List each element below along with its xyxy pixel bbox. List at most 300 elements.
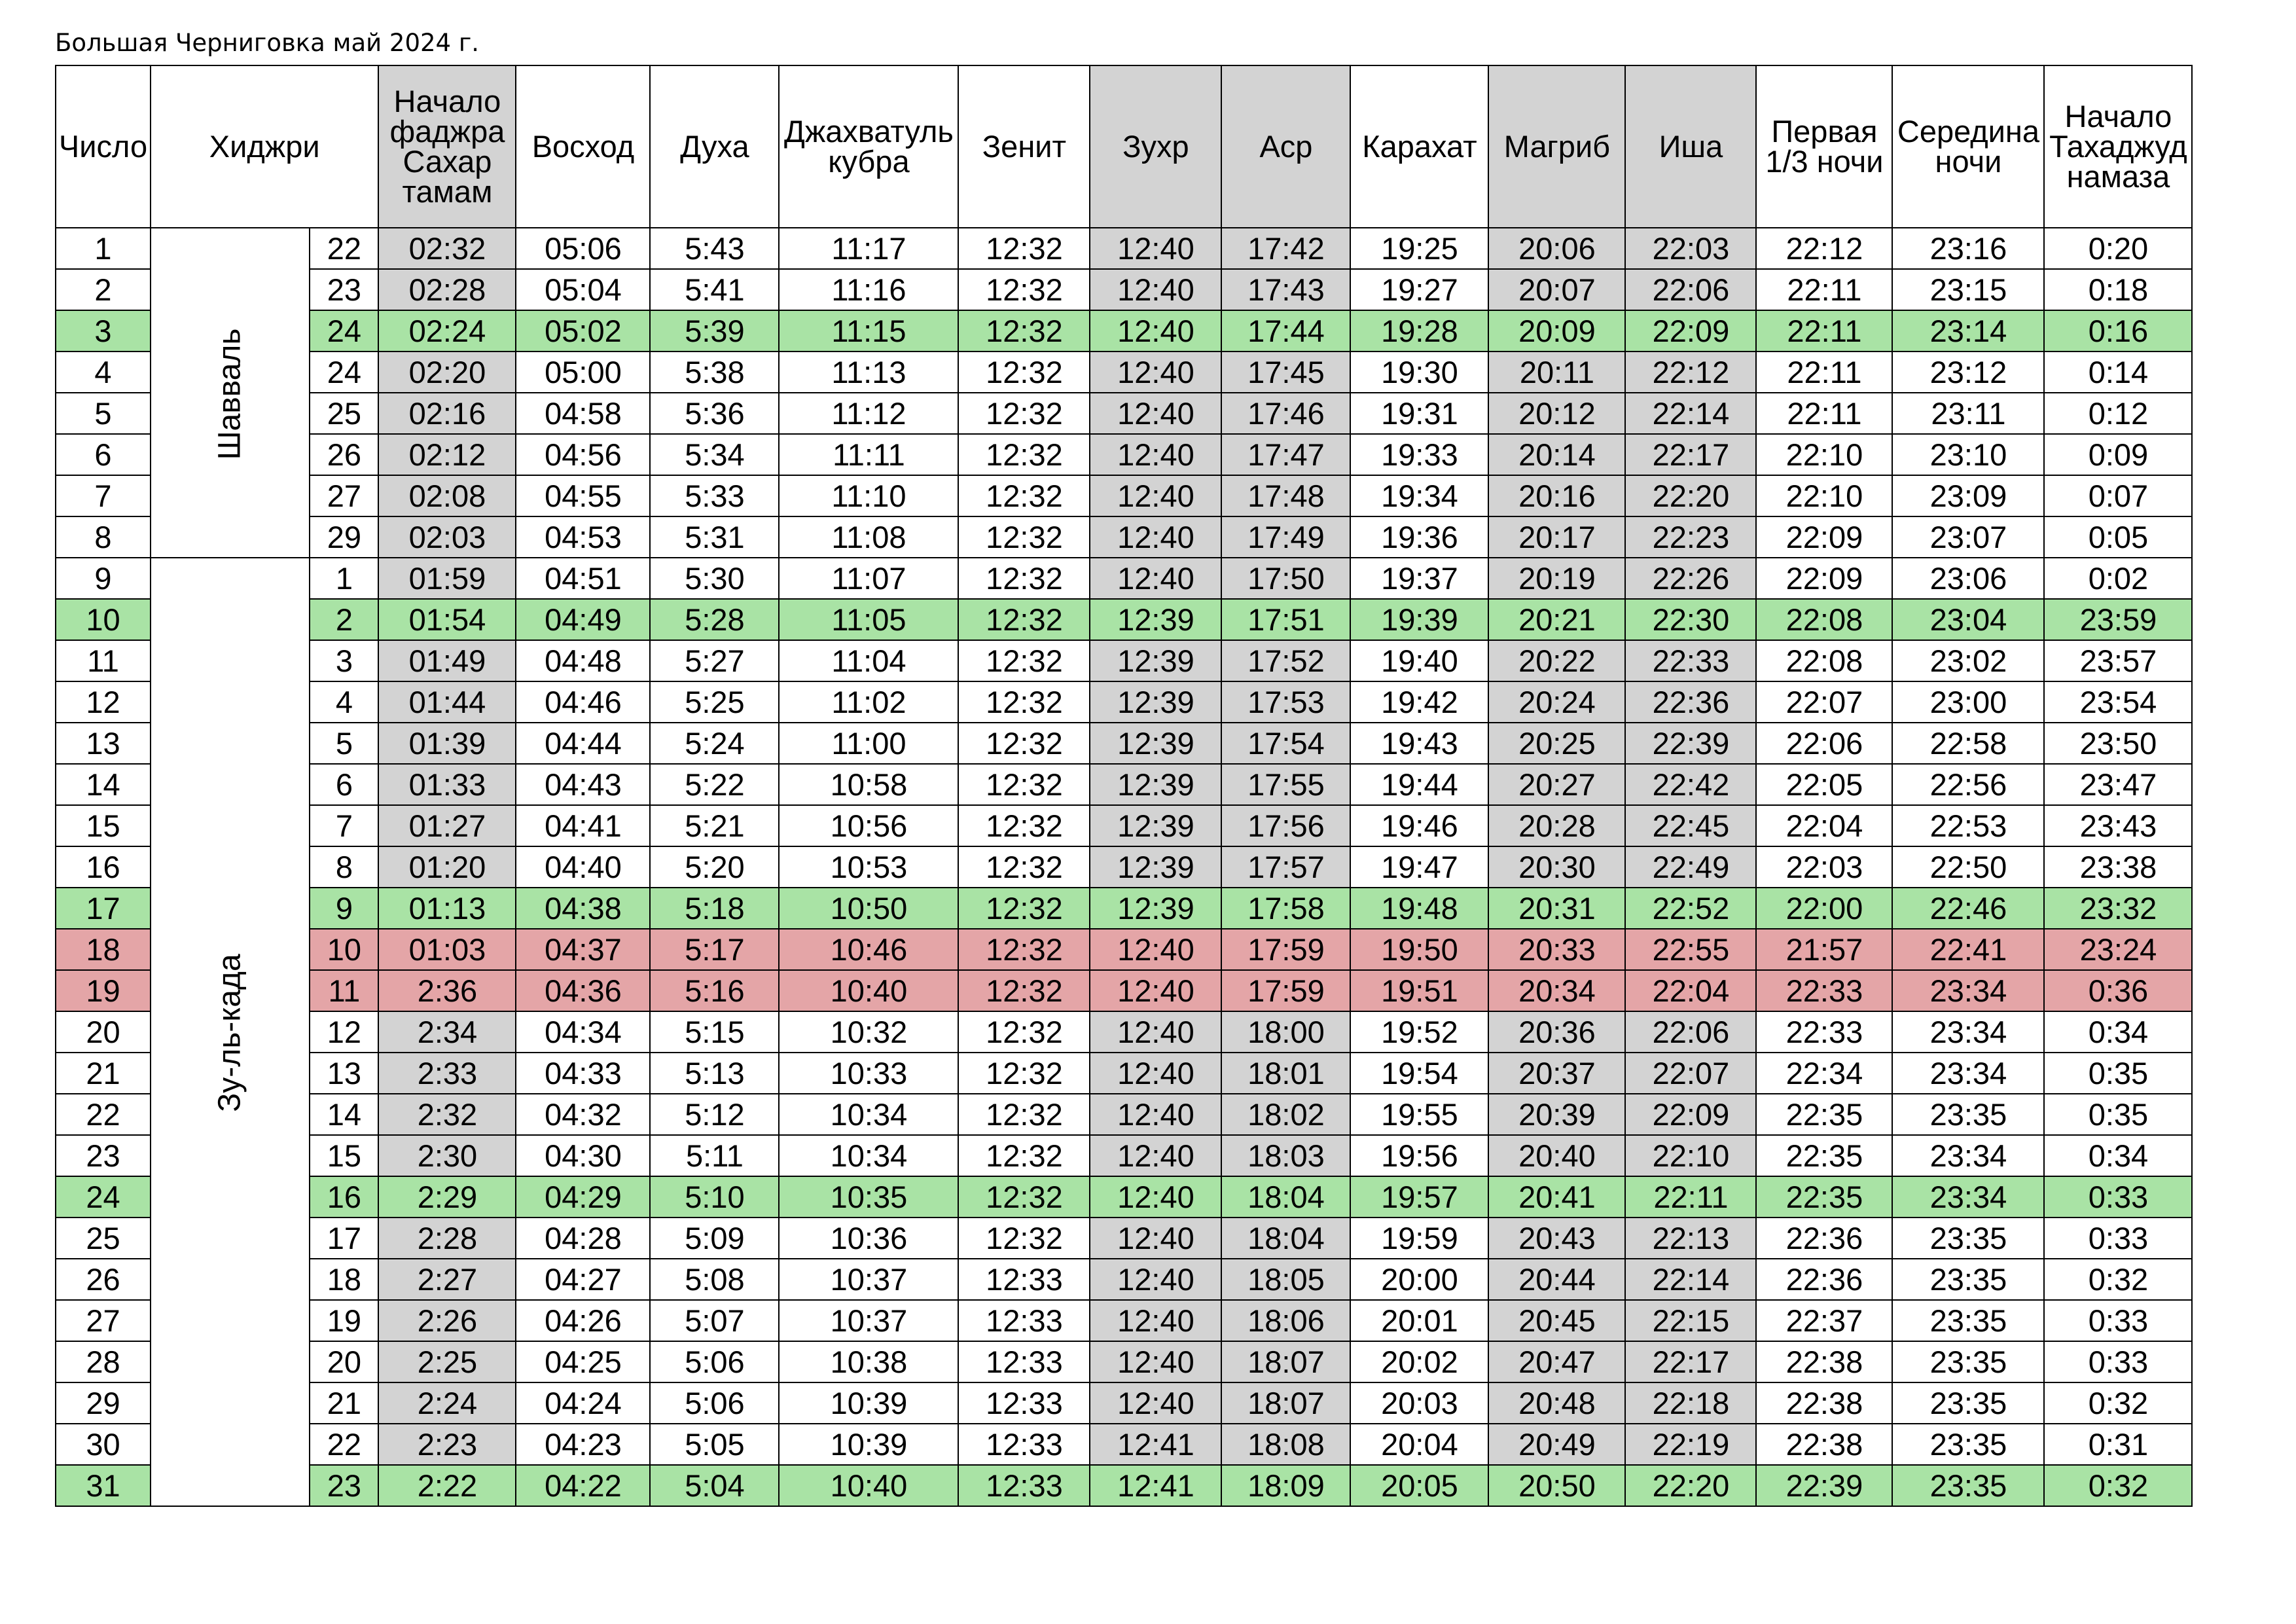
first-third-cell: 21:57	[1756, 929, 1892, 970]
zenith-cell: 12:32	[958, 1135, 1090, 1176]
sunrise-cell: 04:30	[516, 1135, 650, 1176]
duha-cell: 5:07	[650, 1300, 779, 1341]
maghrib-cell: 20:39	[1488, 1094, 1625, 1135]
midnight-cell: 23:34	[1892, 1176, 2044, 1218]
tahajjud-cell: 0:12	[2044, 393, 2192, 434]
page-title: Большая Черниговка май 2024 г.	[55, 29, 480, 57]
duha-cell: 5:04	[650, 1465, 779, 1506]
dhahwa-kubra-cell: 11:13	[779, 352, 958, 393]
sunrise-cell: 04:25	[516, 1341, 650, 1382]
hijri-cell: 22	[310, 1424, 378, 1465]
sunrise-cell: 04:51	[516, 558, 650, 599]
maghrib-cell: 20:19	[1488, 558, 1625, 599]
duha-cell: 5:38	[650, 352, 779, 393]
fajr-start-cell: 02:12	[378, 434, 516, 475]
first-third-cell: 22:35	[1756, 1135, 1892, 1176]
zuhr-cell: 12:40	[1090, 970, 1221, 1011]
isha-cell: 22:10	[1625, 1135, 1756, 1176]
sunrise-cell: 04:49	[516, 599, 650, 640]
sunrise-cell: 04:44	[516, 723, 650, 764]
sunrise-cell: 04:38	[516, 888, 650, 929]
first-third-cell: 22:10	[1756, 475, 1892, 516]
day-cell: 14	[56, 764, 151, 805]
hijri-cell: 7	[310, 805, 378, 846]
sunrise-cell: 04:29	[516, 1176, 650, 1218]
maghrib-cell: 20:17	[1488, 516, 1625, 558]
duha-cell: 5:36	[650, 393, 779, 434]
table-row	[56, 475, 2192, 516]
table-row	[56, 970, 2192, 1011]
first-third-cell: 22:09	[1756, 516, 1892, 558]
hijri-cell: 24	[310, 352, 378, 393]
midnight-cell: 23:10	[1892, 434, 2044, 475]
zuhr-cell: 12:39	[1090, 888, 1221, 929]
hijri-cell: 26	[310, 434, 378, 475]
duha-cell: 5:41	[650, 269, 779, 310]
zuhr-cell: 12:40	[1090, 1094, 1221, 1135]
tahajjud-cell: 23:59	[2044, 599, 2192, 640]
table-row	[56, 929, 2192, 970]
zenith-cell: 12:32	[958, 764, 1090, 805]
zuhr-cell: 12:40	[1090, 558, 1221, 599]
asr-cell: 17:49	[1221, 516, 1350, 558]
header-day: Число	[56, 65, 151, 228]
first-third-cell: 22:38	[1756, 1424, 1892, 1465]
header-sunrise: Восход	[516, 65, 650, 228]
asr-cell: 17:47	[1221, 434, 1350, 475]
tahajjud-cell: 0:32	[2044, 1465, 2192, 1506]
day-cell: 24	[56, 1176, 151, 1218]
duha-cell: 5:09	[650, 1218, 779, 1259]
zuhr-cell: 12:40	[1090, 929, 1221, 970]
zuhr-cell: 12:40	[1090, 1341, 1221, 1382]
maghrib-cell: 20:14	[1488, 434, 1625, 475]
karahat-cell: 19:33	[1350, 434, 1488, 475]
first-third-cell: 22:10	[1756, 434, 1892, 475]
tahajjud-cell: 23:43	[2044, 805, 2192, 846]
isha-cell: 22:19	[1625, 1424, 1756, 1465]
asr-cell: 17:54	[1221, 723, 1350, 764]
maghrib-cell: 20:50	[1488, 1465, 1625, 1506]
hijri-cell: 21	[310, 1382, 378, 1424]
sunrise-cell: 04:43	[516, 764, 650, 805]
zuhr-cell: 12:40	[1090, 310, 1221, 352]
asr-cell: 18:09	[1221, 1465, 1350, 1506]
duha-cell: 5:33	[650, 475, 779, 516]
hijri-cell: 25	[310, 393, 378, 434]
isha-cell: 22:07	[1625, 1053, 1756, 1094]
sunrise-cell: 04:24	[516, 1382, 650, 1424]
asr-cell: 17:58	[1221, 888, 1350, 929]
table-row	[56, 1053, 2192, 1094]
isha-cell: 22:06	[1625, 269, 1756, 310]
maghrib-cell: 20:44	[1488, 1259, 1625, 1300]
midnight-cell: 23:35	[1892, 1218, 2044, 1259]
karahat-cell: 19:54	[1350, 1053, 1488, 1094]
first-third-cell: 22:37	[1756, 1300, 1892, 1341]
zuhr-cell: 12:40	[1090, 1011, 1221, 1053]
karahat-cell: 19:39	[1350, 599, 1488, 640]
table-row	[56, 352, 2192, 393]
zuhr-cell: 12:39	[1090, 723, 1221, 764]
fajr-start-cell: 02:16	[378, 393, 516, 434]
day-cell: 4	[56, 352, 151, 393]
midnight-cell: 23:34	[1892, 970, 2044, 1011]
hijri-cell: 11	[310, 970, 378, 1011]
table-row	[56, 1424, 2192, 1465]
day-cell: 5	[56, 393, 151, 434]
hijri-cell: 4	[310, 681, 378, 723]
maghrib-cell: 20:11	[1488, 352, 1625, 393]
zuhr-cell: 12:40	[1090, 1218, 1221, 1259]
maghrib-cell: 20:37	[1488, 1053, 1625, 1094]
karahat-cell: 19:37	[1350, 558, 1488, 599]
karahat-cell: 19:30	[1350, 352, 1488, 393]
day-cell: 29	[56, 1382, 151, 1424]
table-row	[56, 393, 2192, 434]
karahat-cell: 19:48	[1350, 888, 1488, 929]
maghrib-cell: 20:22	[1488, 640, 1625, 681]
zenith-cell: 12:33	[958, 1382, 1090, 1424]
first-third-cell: 22:04	[1756, 805, 1892, 846]
fajr-start-cell: 2:32	[378, 1094, 516, 1135]
karahat-cell: 19:56	[1350, 1135, 1488, 1176]
dhahwa-kubra-cell: 11:12	[779, 393, 958, 434]
header-zenith: Зенит	[958, 65, 1090, 228]
isha-cell: 22:55	[1625, 929, 1756, 970]
header-row	[56, 65, 2192, 228]
zuhr-cell: 12:40	[1090, 1176, 1221, 1218]
maghrib-cell: 20:07	[1488, 269, 1625, 310]
zenith-cell: 12:33	[958, 1259, 1090, 1300]
karahat-cell: 19:25	[1350, 228, 1488, 269]
midnight-cell: 23:12	[1892, 352, 2044, 393]
zuhr-cell: 12:39	[1090, 640, 1221, 681]
table-row	[56, 1341, 2192, 1382]
midnight-cell: 22:46	[1892, 888, 2044, 929]
dhahwa-kubra-cell: 10:37	[779, 1259, 958, 1300]
tahajjud-cell: 0:16	[2044, 310, 2192, 352]
isha-cell: 22:49	[1625, 846, 1756, 888]
duha-cell: 5:06	[650, 1382, 779, 1424]
zenith-cell: 12:33	[958, 1300, 1090, 1341]
midnight-cell: 23:00	[1892, 681, 2044, 723]
dhahwa-kubra-cell: 10:35	[779, 1176, 958, 1218]
karahat-cell: 20:04	[1350, 1424, 1488, 1465]
midnight-cell: 23:35	[1892, 1300, 2044, 1341]
dhahwa-kubra-cell: 10:50	[779, 888, 958, 929]
table-row	[56, 516, 2192, 558]
day-cell: 17	[56, 888, 151, 929]
zuhr-cell: 12:41	[1090, 1465, 1221, 1506]
table-body	[56, 228, 2192, 1506]
table-row	[56, 1094, 2192, 1135]
first-third-cell: 22:00	[1756, 888, 1892, 929]
day-cell: 7	[56, 475, 151, 516]
zenith-cell: 12:33	[958, 1341, 1090, 1382]
duha-cell: 5:13	[650, 1053, 779, 1094]
tahajjud-cell: 0:33	[2044, 1300, 2192, 1341]
zenith-cell: 12:33	[958, 1424, 1090, 1465]
zuhr-cell: 12:41	[1090, 1424, 1221, 1465]
zenith-cell: 12:32	[958, 475, 1090, 516]
first-third-cell: 22:06	[1756, 723, 1892, 764]
first-third-cell: 22:39	[1756, 1465, 1892, 1506]
midnight-cell: 23:04	[1892, 599, 2044, 640]
zenith-cell: 12:32	[958, 681, 1090, 723]
karahat-cell: 20:05	[1350, 1465, 1488, 1506]
first-third-cell: 22:34	[1756, 1053, 1892, 1094]
asr-cell: 17:46	[1221, 393, 1350, 434]
zuhr-cell: 12:40	[1090, 269, 1221, 310]
isha-cell: 22:18	[1625, 1382, 1756, 1424]
isha-cell: 22:17	[1625, 1341, 1756, 1382]
isha-cell: 22:06	[1625, 1011, 1756, 1053]
day-cell: 8	[56, 516, 151, 558]
asr-cell: 18:05	[1221, 1259, 1350, 1300]
table-row	[56, 764, 2192, 805]
isha-cell: 22:11	[1625, 1176, 1756, 1218]
fajr-start-cell: 2:30	[378, 1135, 516, 1176]
isha-cell: 22:09	[1625, 1094, 1756, 1135]
karahat-cell: 19:31	[1350, 393, 1488, 434]
zuhr-cell: 12:40	[1090, 1053, 1221, 1094]
first-third-cell: 22:11	[1756, 269, 1892, 310]
maghrib-cell: 20:12	[1488, 393, 1625, 434]
fajr-start-cell: 01:33	[378, 764, 516, 805]
fajr-start-cell: 2:29	[378, 1176, 516, 1218]
isha-cell: 22:45	[1625, 805, 1756, 846]
tahajjud-cell: 0:05	[2044, 516, 2192, 558]
karahat-cell: 20:02	[1350, 1341, 1488, 1382]
sunrise-cell: 05:02	[516, 310, 650, 352]
table-row	[56, 1259, 2192, 1300]
karahat-cell: 19:36	[1350, 516, 1488, 558]
fajr-start-cell: 01:20	[378, 846, 516, 888]
header-first-third: Первая 1/3 ночи	[1756, 65, 1892, 228]
first-third-cell: 22:11	[1756, 352, 1892, 393]
maghrib-cell: 20:36	[1488, 1011, 1625, 1053]
day-cell: 9	[56, 558, 151, 599]
tahajjud-cell: 0:31	[2044, 1424, 2192, 1465]
karahat-cell: 19:47	[1350, 846, 1488, 888]
duha-cell: 5:18	[650, 888, 779, 929]
zenith-cell: 12:32	[958, 640, 1090, 681]
table-row	[56, 1135, 2192, 1176]
maghrib-cell: 20:27	[1488, 764, 1625, 805]
sunrise-cell: 04:32	[516, 1094, 650, 1135]
table-row	[56, 1300, 2192, 1341]
asr-cell: 18:04	[1221, 1218, 1350, 1259]
tahajjud-cell: 0:09	[2044, 434, 2192, 475]
maghrib-cell: 20:21	[1488, 599, 1625, 640]
sunrise-cell: 04:55	[516, 475, 650, 516]
sunrise-cell: 04:53	[516, 516, 650, 558]
first-third-cell: 22:08	[1756, 599, 1892, 640]
zenith-cell: 12:32	[958, 723, 1090, 764]
dhahwa-kubra-cell: 11:02	[779, 681, 958, 723]
maghrib-cell: 20:31	[1488, 888, 1625, 929]
tahajjud-cell: 0:36	[2044, 970, 2192, 1011]
asr-cell: 17:44	[1221, 310, 1350, 352]
tahajjud-cell: 0:20	[2044, 228, 2192, 269]
fajr-start-cell: 2:28	[378, 1218, 516, 1259]
duha-cell: 5:39	[650, 310, 779, 352]
zenith-cell: 12:32	[958, 929, 1090, 970]
midnight-cell: 23:35	[1892, 1094, 2044, 1135]
hijri-cell: 17	[310, 1218, 378, 1259]
tahajjud-cell: 0:33	[2044, 1218, 2192, 1259]
fajr-start-cell: 01:54	[378, 599, 516, 640]
sunrise-cell: 04:33	[516, 1053, 650, 1094]
asr-cell: 17:50	[1221, 558, 1350, 599]
dhahwa-kubra-cell: 10:46	[779, 929, 958, 970]
first-third-cell: 22:35	[1756, 1176, 1892, 1218]
day-cell: 10	[56, 599, 151, 640]
fajr-start-cell: 2:33	[378, 1053, 516, 1094]
header-fajr-start: Начало фаджра Сахар тамам	[378, 65, 516, 228]
tahajjud-cell: 23:24	[2044, 929, 2192, 970]
table-row	[56, 228, 2192, 269]
duha-cell: 5:24	[650, 723, 779, 764]
zuhr-cell: 12:40	[1090, 1259, 1221, 1300]
isha-cell: 22:42	[1625, 764, 1756, 805]
fajr-start-cell: 2:22	[378, 1465, 516, 1506]
asr-cell: 18:00	[1221, 1011, 1350, 1053]
tahajjud-cell: 23:54	[2044, 681, 2192, 723]
first-third-cell: 22:38	[1756, 1382, 1892, 1424]
isha-cell: 22:52	[1625, 888, 1756, 929]
header-zuhr: Зухр	[1090, 65, 1221, 228]
dhahwa-kubra-cell: 10:56	[779, 805, 958, 846]
dhahwa-kubra-cell: 10:34	[779, 1135, 958, 1176]
table-row	[56, 269, 2192, 310]
sunrise-cell: 04:37	[516, 929, 650, 970]
dhahwa-kubra-cell: 11:17	[779, 228, 958, 269]
hijri-cell: 9	[310, 888, 378, 929]
fajr-start-cell: 2:23	[378, 1424, 516, 1465]
header-maghrib: Магриб	[1488, 65, 1625, 228]
karahat-cell: 19:34	[1350, 475, 1488, 516]
dhahwa-kubra-cell: 10:39	[779, 1382, 958, 1424]
zuhr-cell: 12:40	[1090, 434, 1221, 475]
table-row	[56, 1465, 2192, 1506]
sunrise-cell: 05:04	[516, 269, 650, 310]
midnight-cell: 23:35	[1892, 1382, 2044, 1424]
sunrise-cell: 04:34	[516, 1011, 650, 1053]
zuhr-cell: 12:39	[1090, 764, 1221, 805]
isha-cell: 22:15	[1625, 1300, 1756, 1341]
table-row	[56, 1382, 2192, 1424]
dhahwa-kubra-cell: 11:00	[779, 723, 958, 764]
midnight-cell: 23:35	[1892, 1341, 2044, 1382]
sunrise-cell: 04:27	[516, 1259, 650, 1300]
isha-cell: 22:17	[1625, 434, 1756, 475]
hijri-cell: 15	[310, 1135, 378, 1176]
month-label-shawwal: Шавваль	[151, 228, 310, 558]
maghrib-cell: 20:06	[1488, 228, 1625, 269]
hijri-cell: 3	[310, 640, 378, 681]
maghrib-cell: 20:43	[1488, 1218, 1625, 1259]
day-cell: 25	[56, 1218, 151, 1259]
header-dhahwa-kubra: Джахватуль кубра	[779, 65, 958, 228]
zenith-cell: 12:32	[958, 805, 1090, 846]
karahat-cell: 19:42	[1350, 681, 1488, 723]
karahat-cell: 19:51	[1350, 970, 1488, 1011]
midnight-cell: 23:02	[1892, 640, 2044, 681]
first-third-cell: 22:11	[1756, 393, 1892, 434]
hijri-cell: 29	[310, 516, 378, 558]
tahajjud-cell: 0:18	[2044, 269, 2192, 310]
tahajjud-cell: 0:34	[2044, 1135, 2192, 1176]
asr-cell: 18:04	[1221, 1176, 1350, 1218]
first-third-cell: 22:05	[1756, 764, 1892, 805]
first-third-cell: 22:35	[1756, 1094, 1892, 1135]
first-third-cell: 22:07	[1756, 681, 1892, 723]
day-cell: 6	[56, 434, 151, 475]
karahat-cell: 19:52	[1350, 1011, 1488, 1053]
dhahwa-kubra-cell: 10:40	[779, 970, 958, 1011]
table-row	[56, 805, 2192, 846]
duha-cell: 5:22	[650, 764, 779, 805]
dhahwa-kubra-cell: 11:15	[779, 310, 958, 352]
zuhr-cell: 12:40	[1090, 1300, 1221, 1341]
maghrib-cell: 20:49	[1488, 1424, 1625, 1465]
day-cell: 12	[56, 681, 151, 723]
zuhr-cell: 12:40	[1090, 352, 1221, 393]
maghrib-cell: 20:24	[1488, 681, 1625, 723]
isha-cell: 22:12	[1625, 352, 1756, 393]
table-row	[56, 888, 2192, 929]
duha-cell: 5:31	[650, 516, 779, 558]
midnight-cell: 23:16	[1892, 228, 2044, 269]
day-cell: 27	[56, 1300, 151, 1341]
fajr-start-cell: 01:49	[378, 640, 516, 681]
fajr-start-cell: 2:25	[378, 1341, 516, 1382]
dhahwa-kubra-cell: 11:07	[779, 558, 958, 599]
day-cell: 19	[56, 970, 151, 1011]
midnight-cell: 23:14	[1892, 310, 2044, 352]
midnight-cell: 23:35	[1892, 1424, 2044, 1465]
tahajjud-cell: 23:47	[2044, 764, 2192, 805]
sunrise-cell: 04:22	[516, 1465, 650, 1506]
midnight-cell: 23:07	[1892, 516, 2044, 558]
table-row	[56, 558, 2192, 599]
dhahwa-kubra-cell: 10:39	[779, 1424, 958, 1465]
first-third-cell: 22:36	[1756, 1218, 1892, 1259]
midnight-cell: 23:11	[1892, 393, 2044, 434]
midnight-cell: 22:53	[1892, 805, 2044, 846]
first-third-cell: 22:33	[1756, 1011, 1892, 1053]
karahat-cell: 19:40	[1350, 640, 1488, 681]
zuhr-cell: 12:39	[1090, 846, 1221, 888]
fajr-start-cell: 01:39	[378, 723, 516, 764]
hijri-cell: 8	[310, 846, 378, 888]
midnight-cell: 22:50	[1892, 846, 2044, 888]
asr-cell: 17:51	[1221, 599, 1350, 640]
maghrib-cell: 20:41	[1488, 1176, 1625, 1218]
tahajjud-cell: 23:50	[2044, 723, 2192, 764]
duha-cell: 5:15	[650, 1011, 779, 1053]
zuhr-cell: 12:40	[1090, 393, 1221, 434]
karahat-cell: 19:50	[1350, 929, 1488, 970]
hijri-cell: 23	[310, 269, 378, 310]
midnight-cell: 23:35	[1892, 1259, 2044, 1300]
table-row	[56, 1218, 2192, 1259]
header-asr: Аср	[1221, 65, 1350, 228]
table-row	[56, 599, 2192, 640]
dhahwa-kubra-cell: 11:08	[779, 516, 958, 558]
